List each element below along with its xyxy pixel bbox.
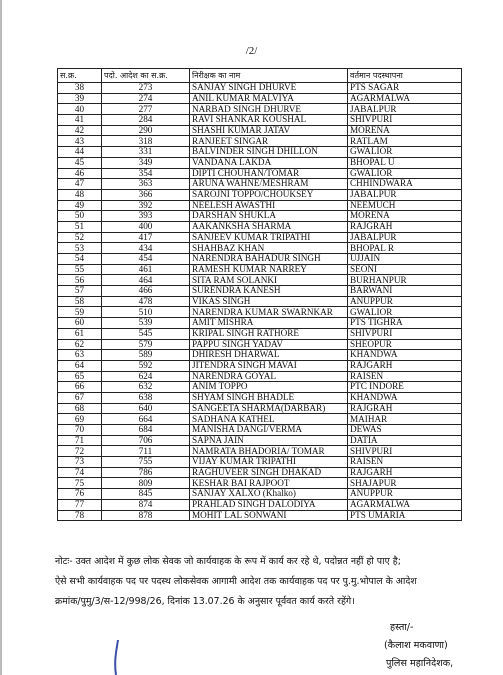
- row-inspector-name: NARENDRA GOYAL: [190, 371, 348, 382]
- row-serial: 66: [58, 382, 102, 393]
- row-order-number: 392: [102, 200, 190, 211]
- table-row: [58, 221, 462, 232]
- row-serial: 53: [58, 243, 102, 254]
- table-row: [58, 136, 462, 147]
- table-row: [58, 499, 462, 510]
- note-line: नोटः- उक्त आदेश में कुछ लोक सेवक जो कार्यवाहक के रूप में कार्य कर रहे थे, पदोन्नत नहीं हो पाए है;: [55, 556, 401, 567]
- row-serial: 73: [58, 457, 102, 468]
- row-order-number: 545: [102, 328, 190, 339]
- table-row: [58, 467, 462, 478]
- row-current-posting: SHIVPURI: [348, 328, 462, 339]
- row-order-number: 284: [102, 115, 190, 126]
- header-order-number: पदो. आदेश का स.क्र.: [102, 69, 190, 83]
- row-order-number: 274: [102, 93, 190, 104]
- row-current-posting: NEEMUCH: [348, 200, 462, 211]
- table-row: [58, 189, 462, 200]
- table-row: [58, 179, 462, 190]
- row-inspector-name: ANIL KUMAR MALVIYA: [190, 93, 348, 104]
- row-current-posting: BURHANPUR: [348, 275, 462, 286]
- row-inspector-name: NAMRATA BHADORIA/ TOMAR: [190, 446, 348, 457]
- row-serial: 51: [58, 221, 102, 232]
- row-inspector-name: KESHAR BAI RAJPOOT: [190, 478, 348, 489]
- row-order-number: 400: [102, 221, 190, 232]
- row-inspector-name: SHASHI KUMAR JATAV: [190, 125, 348, 136]
- row-inspector-name: KRIPAL SINGH RATHORE: [190, 328, 348, 339]
- table-row: [58, 264, 462, 275]
- row-order-number: 349: [102, 157, 190, 168]
- row-order-number: 466: [102, 286, 190, 297]
- row-current-posting: UJJAIN: [348, 254, 462, 265]
- row-current-posting: RAJGARH: [348, 467, 462, 478]
- row-inspector-name: DIPTI CHOUHAN/TOMAR: [190, 168, 348, 179]
- row-serial: 77: [58, 499, 102, 510]
- row-order-number: 711: [102, 446, 190, 457]
- row-inspector-name: SITA RAM SOLANKI: [190, 275, 348, 286]
- table-row: [58, 286, 462, 297]
- row-current-posting: MAIHAR: [348, 414, 462, 425]
- row-inspector-name: SAPNA JAIN: [190, 435, 348, 446]
- table-row: [58, 360, 462, 371]
- row-order-number: 638: [102, 392, 190, 403]
- table-row: [58, 339, 462, 350]
- row-inspector-name: AMIT MISHRA: [190, 318, 348, 329]
- row-serial: 52: [58, 232, 102, 243]
- table-row: [58, 200, 462, 211]
- row-serial: 78: [58, 510, 102, 521]
- table-row: [58, 478, 462, 489]
- row-serial: 41: [58, 115, 102, 126]
- row-inspector-name: JITENDRA SINGH MAVAI: [190, 360, 348, 371]
- row-current-posting: RAJGARH: [348, 360, 462, 371]
- row-inspector-name: VANDANA LAKDA: [190, 157, 348, 168]
- row-serial: 70: [58, 425, 102, 436]
- row-inspector-name: SANGEETA SHARMA(DARBAR): [190, 403, 348, 414]
- row-inspector-name: SANJAY SINGH DHURVE: [190, 83, 348, 94]
- table-row: [58, 328, 462, 339]
- header-inspector-name: निरीक्षक का नाम: [190, 69, 348, 83]
- row-inspector-name: SADHANA KATHEL: [190, 414, 348, 425]
- row-order-number: 706: [102, 435, 190, 446]
- row-inspector-name: AAKANKSHA SHARMA: [190, 221, 348, 232]
- row-order-number: 331: [102, 147, 190, 158]
- row-current-posting: GWALIOR: [348, 168, 462, 179]
- row-serial: 56: [58, 275, 102, 286]
- row-inspector-name: NARBAD SINGH DHURVE: [190, 104, 348, 115]
- row-serial: 75: [58, 478, 102, 489]
- table-row: [58, 104, 462, 115]
- row-current-posting: DATIA: [348, 435, 462, 446]
- row-current-posting: SEONI: [348, 264, 462, 275]
- row-current-posting: MORENA: [348, 211, 462, 222]
- row-serial: 62: [58, 339, 102, 350]
- row-order-number: 464: [102, 275, 190, 286]
- row-serial: 38: [58, 83, 102, 94]
- table-row: [58, 350, 462, 361]
- row-order-number: 786: [102, 467, 190, 478]
- row-inspector-name: NEELESH AWASTHI: [190, 200, 348, 211]
- row-order-number: 874: [102, 499, 190, 510]
- row-order-number: 461: [102, 264, 190, 275]
- note-paragraph: [55, 552, 500, 612]
- row-order-number: 393: [102, 211, 190, 222]
- row-current-posting: CHHINDWARA: [348, 179, 462, 190]
- row-inspector-name: VIKAS SINGH: [190, 296, 348, 307]
- signatory-designation: पुलिस महानिदेशक,: [386, 658, 454, 669]
- table-row: [58, 93, 462, 104]
- row-current-posting: DEWAS: [348, 425, 462, 436]
- row-serial: 57: [58, 286, 102, 297]
- row-serial: 45: [58, 157, 102, 168]
- row-serial: 72: [58, 446, 102, 457]
- row-order-number: 366: [102, 189, 190, 200]
- row-inspector-name: SAROJNI TOPPO/CHOUKSEY: [190, 189, 348, 200]
- row-order-number: 277: [102, 104, 190, 115]
- row-order-number: 290: [102, 125, 190, 136]
- row-order-number: 624: [102, 371, 190, 382]
- row-serial: 54: [58, 254, 102, 265]
- row-inspector-name: SANJEEV KUMAR TRIPATHI: [190, 232, 348, 243]
- row-current-posting: AGARMALWA: [348, 93, 462, 104]
- row-current-posting: PTS TIGHRA: [348, 318, 462, 329]
- row-order-number: 363: [102, 179, 190, 190]
- row-current-posting: BARWANI: [348, 286, 462, 297]
- row-current-posting: PTS UMARIA: [348, 510, 462, 521]
- note-line: क्रमांक/पुमु/3/स-12/998/26, दिनांक 13.07.26 के अनुसार पूर्ववत कार्य करते रहेंगे।: [55, 596, 355, 607]
- row-inspector-name: NARENDRA BAHADUR SINGH: [190, 254, 348, 265]
- row-current-posting: PTC INDORE: [348, 382, 462, 393]
- row-serial: 40: [58, 104, 102, 115]
- row-serial: 50: [58, 211, 102, 222]
- row-inspector-name: MOHIT LAL SONWANI: [190, 510, 348, 521]
- row-inspector-name: DHIRESH DHARWAL: [190, 350, 348, 361]
- row-serial: 76: [58, 489, 102, 500]
- row-inspector-name: ARUNA WAHNE/MESHRAM: [190, 179, 348, 190]
- table-row: [58, 435, 462, 446]
- row-order-number: 510: [102, 307, 190, 318]
- row-serial: 42: [58, 125, 102, 136]
- row-inspector-name: PAPPU SINGH YADAV: [190, 339, 348, 350]
- signatory-name: (कैलाश मकवाणा): [384, 640, 448, 651]
- row-current-posting: SHIVPURI: [348, 446, 462, 457]
- row-serial: 68: [58, 403, 102, 414]
- table-row: [58, 489, 462, 500]
- row-order-number: 589: [102, 350, 190, 361]
- row-current-posting: GWALIOR: [348, 147, 462, 158]
- row-serial: 69: [58, 414, 102, 425]
- row-order-number: 845: [102, 489, 190, 500]
- row-current-posting: SHIVPURI: [348, 115, 462, 126]
- row-current-posting: SHAJAPUR: [348, 478, 462, 489]
- row-serial: 60: [58, 318, 102, 329]
- table-row: [58, 392, 462, 403]
- row-current-posting: PTS SAGAR: [348, 83, 462, 94]
- row-order-number: 592: [102, 360, 190, 371]
- table-row: [58, 457, 462, 468]
- row-order-number: 664: [102, 414, 190, 425]
- inspector-posting-table: [57, 68, 462, 521]
- row-order-number: 434: [102, 243, 190, 254]
- table-row: [58, 254, 462, 265]
- row-order-number: 755: [102, 457, 190, 468]
- row-current-posting: SHEOPUR: [348, 339, 462, 350]
- table-row: [58, 510, 462, 521]
- row-order-number: 273: [102, 83, 190, 94]
- row-order-number: 640: [102, 403, 190, 414]
- row-inspector-name: BALVINDER SINGH DHILLON: [190, 147, 348, 158]
- row-serial: 48: [58, 189, 102, 200]
- table-row: [58, 275, 462, 286]
- row-current-posting: JABALPUR: [348, 104, 462, 115]
- row-current-posting: RAISEN: [348, 457, 462, 468]
- row-order-number: 878: [102, 510, 190, 521]
- row-inspector-name: ANIM TOPPO: [190, 382, 348, 393]
- row-serial: 55: [58, 264, 102, 275]
- row-inspector-name: RANJEET SINGAR: [190, 136, 348, 147]
- table-row: [58, 382, 462, 393]
- row-serial: 59: [58, 307, 102, 318]
- row-current-posting: KHANDWA: [348, 392, 462, 403]
- row-order-number: 684: [102, 425, 190, 436]
- table-row: [58, 318, 462, 329]
- row-serial: 67: [58, 392, 102, 403]
- row-inspector-name: MANISHA DANGI/VERMA: [190, 425, 348, 436]
- table-row: [58, 243, 462, 254]
- row-current-posting: JABALPUR: [348, 232, 462, 243]
- row-order-number: 809: [102, 478, 190, 489]
- row-serial: 49: [58, 200, 102, 211]
- row-current-posting: GWALIOR: [348, 307, 462, 318]
- row-current-posting: RAJGRAH: [348, 221, 462, 232]
- row-inspector-name: PRAHLAD SINGH DALODIYA: [190, 499, 348, 510]
- row-serial: 47: [58, 179, 102, 190]
- row-serial: 58: [58, 296, 102, 307]
- row-current-posting: RATLAM: [348, 136, 462, 147]
- table-row: [58, 168, 462, 179]
- row-order-number: 454: [102, 254, 190, 265]
- scan-edge: [0, 0, 2, 675]
- pen-mark: [110, 640, 130, 675]
- row-current-posting: KHANDWA: [348, 350, 462, 361]
- row-inspector-name: SANJAY XALXO (Khalko): [190, 489, 348, 500]
- table-row: [58, 115, 462, 126]
- row-order-number: 318: [102, 136, 190, 147]
- row-order-number: 417: [102, 232, 190, 243]
- row-current-posting: AGARMALWA: [348, 499, 462, 510]
- table-row: [58, 232, 462, 243]
- table-row: [58, 307, 462, 318]
- note-line: ऐसे सभी कार्यवाहक पद पर पदस्थ लोकसेवक आगामी आदेश तक कार्यवाहक पद पर पु.मु.भोपाल के आदेश: [55, 576, 417, 587]
- row-current-posting: ANUPPUR: [348, 296, 462, 307]
- row-inspector-name: RAVI SHANKAR KOUSHAL: [190, 115, 348, 126]
- row-current-posting: BHOPAL R: [348, 243, 462, 254]
- signature-mark: हस्ता/-: [390, 622, 414, 633]
- row-order-number: 632: [102, 382, 190, 393]
- row-inspector-name: SHYAM SINGH BHADLE: [190, 392, 348, 403]
- row-inspector-name: RAGHUVEER SINGH DHAKAD: [190, 467, 348, 478]
- table-row: [58, 414, 462, 425]
- row-current-posting: ANUPPUR: [348, 489, 462, 500]
- row-serial: 74: [58, 467, 102, 478]
- row-inspector-name: NARENDRA KUMAR SWARNKAR: [190, 307, 348, 318]
- row-serial: 65: [58, 371, 102, 382]
- row-serial: 61: [58, 328, 102, 339]
- table-row: [58, 403, 462, 414]
- row-serial: 64: [58, 360, 102, 371]
- row-order-number: 579: [102, 339, 190, 350]
- page-number: /2/: [245, 45, 258, 57]
- row-current-posting: RAISEN: [348, 371, 462, 382]
- row-order-number: 478: [102, 296, 190, 307]
- row-inspector-name: SURENDRA KANESH: [190, 286, 348, 297]
- row-serial: 44: [58, 147, 102, 158]
- row-current-posting: BHOPAL U: [348, 157, 462, 168]
- table-row: [58, 147, 462, 158]
- row-serial: 71: [58, 435, 102, 446]
- row-inspector-name: DARSHAN SHUKLA: [190, 211, 348, 222]
- row-order-number: 354: [102, 168, 190, 179]
- header-current-posting: वर्तमान पदस्थापना: [348, 69, 462, 83]
- table-row: [58, 296, 462, 307]
- row-serial: 39: [58, 93, 102, 104]
- table-header-row: [58, 69, 462, 83]
- header-serial: स.क्र.: [58, 69, 102, 83]
- table-row: [58, 157, 462, 168]
- table-row: [58, 211, 462, 222]
- table-row: [58, 83, 462, 94]
- table-row: [58, 125, 462, 136]
- row-current-posting: RAJGRAH: [348, 403, 462, 414]
- row-serial: 46: [58, 168, 102, 179]
- row-current-posting: JABALPUR: [348, 189, 462, 200]
- row-order-number: 539: [102, 318, 190, 329]
- row-inspector-name: RAMESH KUMAR NARREY: [190, 264, 348, 275]
- row-current-posting: MORENA: [348, 125, 462, 136]
- row-serial: 63: [58, 350, 102, 361]
- row-inspector-name: SHAHBAZ KHAN: [190, 243, 348, 254]
- table-row: [58, 371, 462, 382]
- table-row: [58, 446, 462, 457]
- row-serial: 43: [58, 136, 102, 147]
- table-row: [58, 425, 462, 436]
- row-inspector-name: VIJAY KUMAR TRIPATHI: [190, 457, 348, 468]
